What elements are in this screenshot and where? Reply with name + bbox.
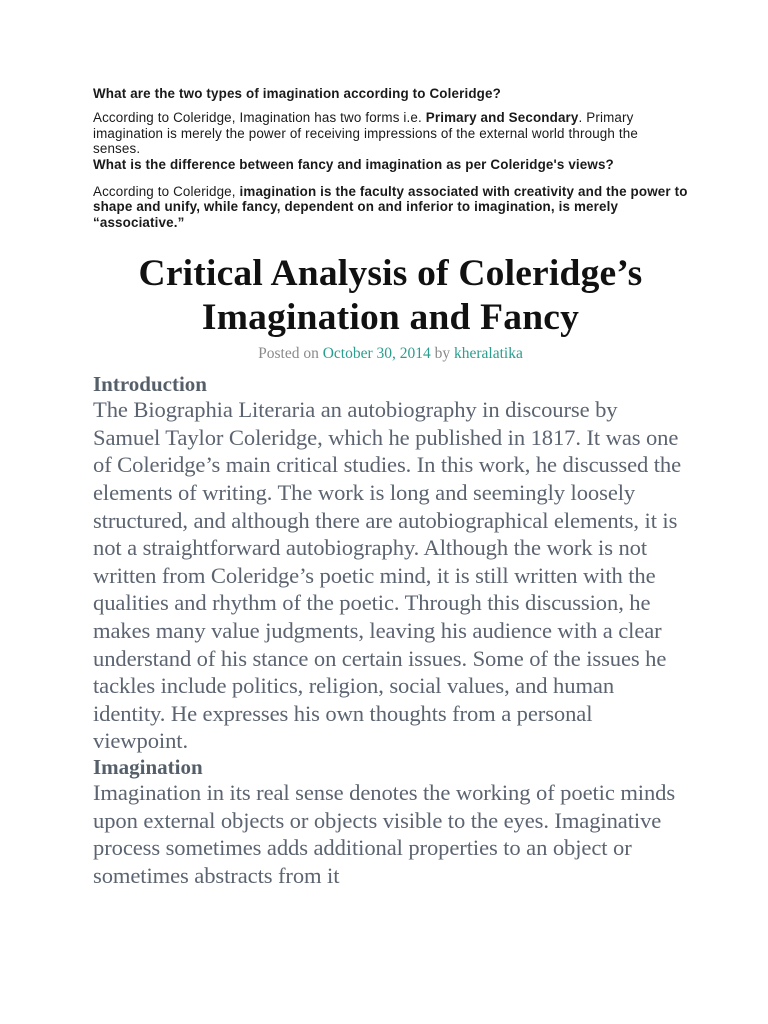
post-date-link[interactable]: October 30, 2014 — [322, 345, 431, 363]
by-label: by — [434, 345, 451, 363]
qa-section — [93, 86, 688, 230]
imagination-paragraph: Imagination in its real sense denotes the working of poetic minds upon external objects or objects visible to the eyes. Imaginative process sometimes adds additional properties to an object or sometimes abstracts from it — [93, 779, 676, 888]
imagination-heading: Imagination — [93, 754, 203, 779]
answer-two-types — [93, 110, 688, 156]
introduction-paragraph: The Biographia Literaria an autobiography in discourse by Samuel Taylor Coleridge, which he published in 1817. It was one of Coleridge’s main critical studies. In this work, he discussed the elements of writing. The work is long and seemingly loosely structured, and although there are autobiographical elements, it is not a straightforward autobiography. Although the work is not written from Coleridge’s poetic mind, it is still written with the qualities and rhythm of the poetic. Through this discussion, he makes many value judgments, leaving his audience with a clear understand of his stance on certain issues. Some of the issues he tackles include politics, religion, social values, and human identity. He expresses his own thoughts from a personal viewpoint. — [93, 397, 682, 754]
answer-emphasis: imagination is the faculty associated with creativity and the power to shape and unify, while fancy, dependent on and inferior to imagination, is merely “associative.” — [93, 184, 688, 230]
answer-fancy-vs-imagination — [93, 184, 688, 230]
answer-text: According to Coleridge, Imagination has two forms i.e. — [93, 110, 426, 126]
question-fancy-vs-imagination: What is the difference between fancy and imagination as per Coleridge's views? — [93, 156, 614, 172]
author-link[interactable]: kheralatika — [454, 345, 523, 363]
question-two-types: What are the two types of imagination according to Coleridge? — [93, 86, 501, 101]
posted-on-label: Posted on — [258, 345, 319, 363]
answer-text: . Primary imagination is merely the power of receiving impressions of the external world through the senses. — [93, 110, 638, 157]
post-meta — [93, 345, 688, 363]
introduction-heading: Introduction — [93, 372, 207, 397]
answer-text: According to Coleridge, — [93, 184, 240, 200]
article-title: Critical Analysis of Coleridge’s Imagination and Fancy — [138, 253, 643, 339]
answer-emphasis: Primary and Secondary — [425, 110, 579, 126]
